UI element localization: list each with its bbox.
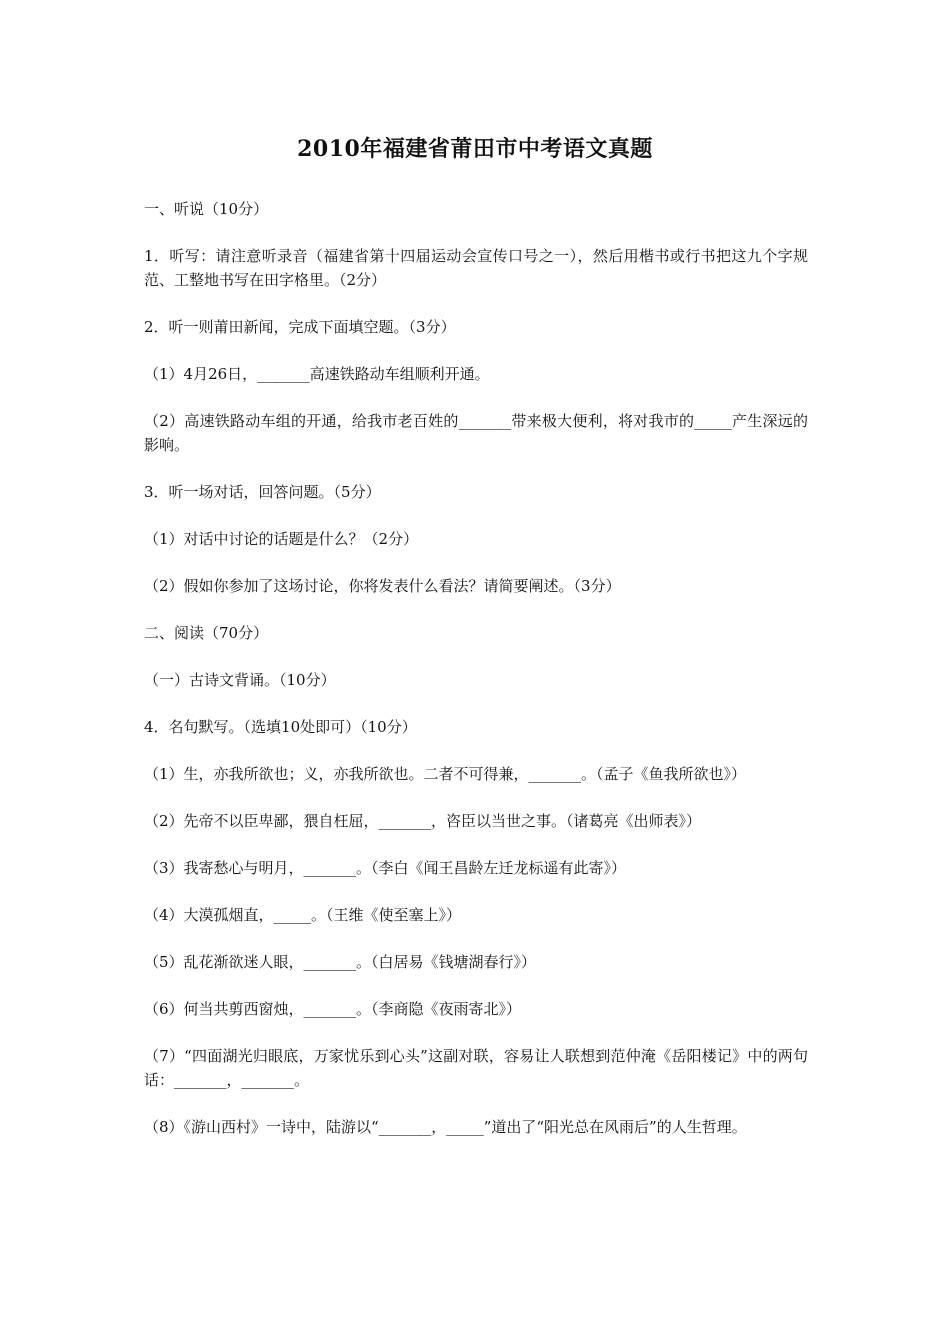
question-4-item-7: （7）“四面湖光归眼底，万家忧乐到心头”这副对联，容易让人联想到范仲淹《岳阳楼记》中的两句话：_______，_______。 — [144, 1047, 808, 1089]
question-1: 1．听写：请注意听录音（福建省第十四届运动会宣传口号之一），然后用楷书或行书把这九个字规范、工整地书写在田字格里。（2分） — [144, 247, 808, 289]
question-4-item-1: （1）生，亦我所欲也；义，亦我所欲也。二者不可得兼，_______。（孟子《鱼我所欲也》） — [144, 765, 747, 783]
question-4-item-8: （8）《游山西村》一诗中，陆游以“_______，_____”道出了“阳光总在风雨后”的人生哲理。 — [144, 1118, 747, 1136]
question-3-part-2: （2）假如你参加了这场讨论，你将发表什么看法？请简要阐述。（3分） — [144, 577, 621, 595]
document-title: 2010年福建省莆田市中考语文真题 — [297, 136, 653, 162]
section-heading-listening: 一、听说（10分） — [144, 200, 269, 218]
question-2: 2．听一则莆田新闻，完成下面填空题。（3分） — [144, 318, 456, 336]
question-4-item-5: （5）乱花渐欲迷人眼，_______。（白居易《钱塘湖春行》） — [144, 953, 537, 971]
question-2-part-2: （2）高速铁路动车组的开通，给我市老百姓的_______带来极大便利，将对我市的_____产生深远的影响。 — [144, 412, 808, 454]
question-4-item-4: （4）大漠孤烟直，_____。（王维《使至塞上》） — [144, 906, 462, 924]
question-4-item-2: （2）先帝不以臣卑鄙，猥自枉屈，_______，咨臣以当世之事。（诸葛亮《出师表》） — [144, 812, 702, 830]
question-3: 3．听一场对话，回答问题。（5分） — [144, 483, 381, 501]
question-4-item-6: （6）何当共剪西窗烛，_______。（李商隐《夜雨寄北》） — [144, 1000, 522, 1018]
question-2-part-1: （1）4月26日，_______高速铁路动车组顺利开通。 — [144, 365, 490, 383]
question-4: 4．名句默写。（选填10处即可）（10分） — [144, 718, 417, 736]
subsection-heading-recitation: （一）古诗文背诵。（10分） — [144, 671, 336, 689]
section-heading-reading: 二、阅读（70分） — [144, 624, 269, 642]
document-body — [144, 197, 808, 1162]
question-4-item-3: （3）我寄愁心与明月，_______。（李白《闻王昌龄左迁龙标遥有此寄》） — [144, 859, 627, 877]
question-3-part-1: （1）对话中讨论的话题是什么？（2分） — [144, 530, 419, 548]
